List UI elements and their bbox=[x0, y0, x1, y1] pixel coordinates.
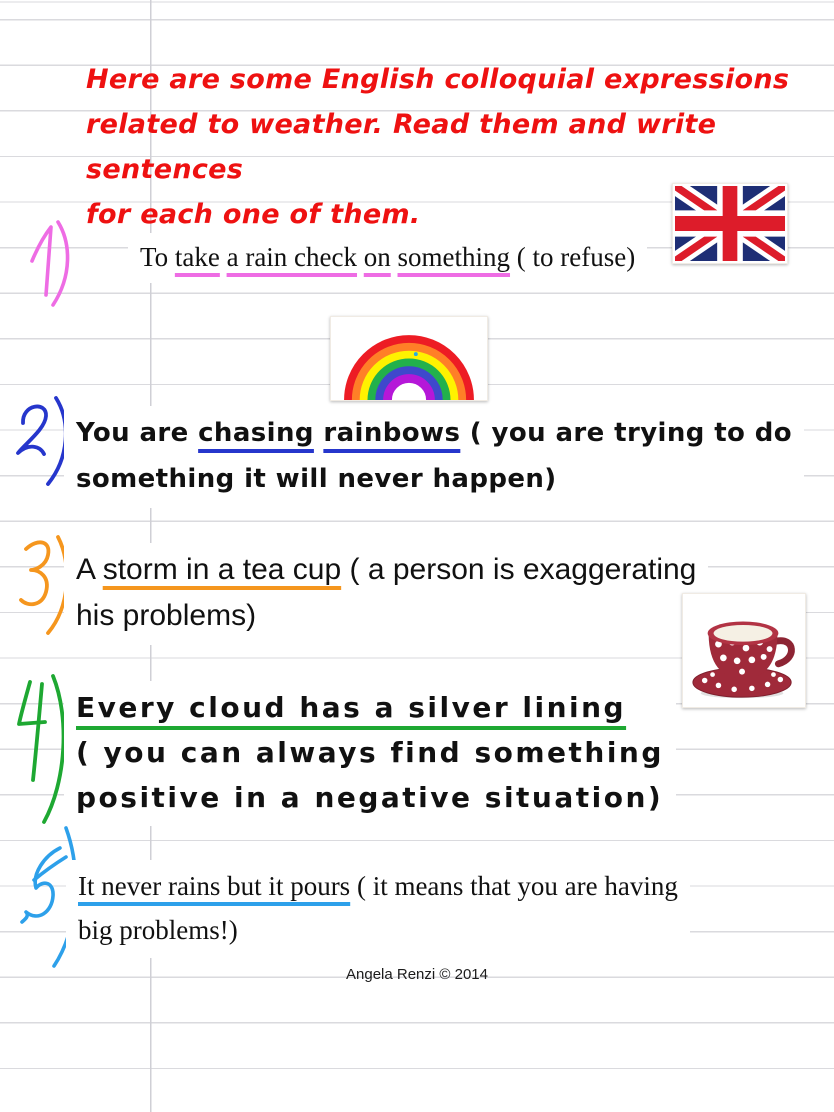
union-jack-icon bbox=[675, 186, 785, 261]
expression-meaning: his problems) bbox=[76, 599, 257, 632]
underlined-phrase: on bbox=[363, 242, 391, 272]
union-jack-flag-image bbox=[672, 183, 788, 264]
item-3-text bbox=[64, 543, 708, 645]
stray-dot bbox=[414, 352, 418, 356]
underlined-phrase: chasing bbox=[198, 418, 314, 448]
expression-text: You are bbox=[76, 418, 199, 448]
item-4-text bbox=[64, 681, 676, 826]
item-1-number bbox=[24, 219, 80, 309]
underlined-phrase: take bbox=[174, 242, 220, 272]
item-5-text bbox=[66, 860, 690, 958]
underlined-phrase: something bbox=[397, 242, 511, 272]
underlined-phrase: rainbows bbox=[323, 418, 461, 448]
underlined-phrase: It never rains but it pours bbox=[78, 871, 351, 901]
item-1-text bbox=[128, 233, 647, 283]
teacup-icon bbox=[683, 594, 805, 707]
expression-meaning: big problems!) bbox=[78, 915, 238, 945]
underlined-phrase: Every cloud has a silver lining bbox=[76, 691, 627, 724]
underlined-phrase: storm in a tea cup bbox=[102, 553, 342, 586]
underlined-phrase: a rain check bbox=[226, 242, 358, 272]
expression-meaning: ( it means that you are having bbox=[350, 871, 678, 901]
expression-text: To bbox=[140, 242, 175, 272]
heading-line: Here are some English colloquial expressions bbox=[86, 64, 790, 95]
heading-line: related to weather. Read them and write sentences bbox=[86, 109, 717, 185]
expression-meaning: positive in a negative situation) bbox=[76, 781, 664, 814]
expression-meaning: ( a person is exaggerating bbox=[341, 553, 697, 586]
heading-line: for each one of them. bbox=[86, 199, 421, 230]
footer-credit: Angela Renzi © 2014 bbox=[346, 966, 488, 983]
expression-meaning: ( to refuse) bbox=[510, 242, 636, 272]
expression-meaning: ( you are trying to do bbox=[460, 418, 793, 448]
item-4-number bbox=[6, 672, 72, 828]
teacup-image bbox=[682, 593, 806, 708]
expression-meaning: ( you can always find something bbox=[76, 736, 664, 769]
rainbow-icon bbox=[331, 317, 487, 400]
rainbow-image bbox=[330, 316, 488, 401]
item-2-text bbox=[64, 406, 804, 508]
expression-text: A bbox=[76, 553, 103, 586]
expression-meaning: something it will never happen) bbox=[76, 464, 557, 494]
